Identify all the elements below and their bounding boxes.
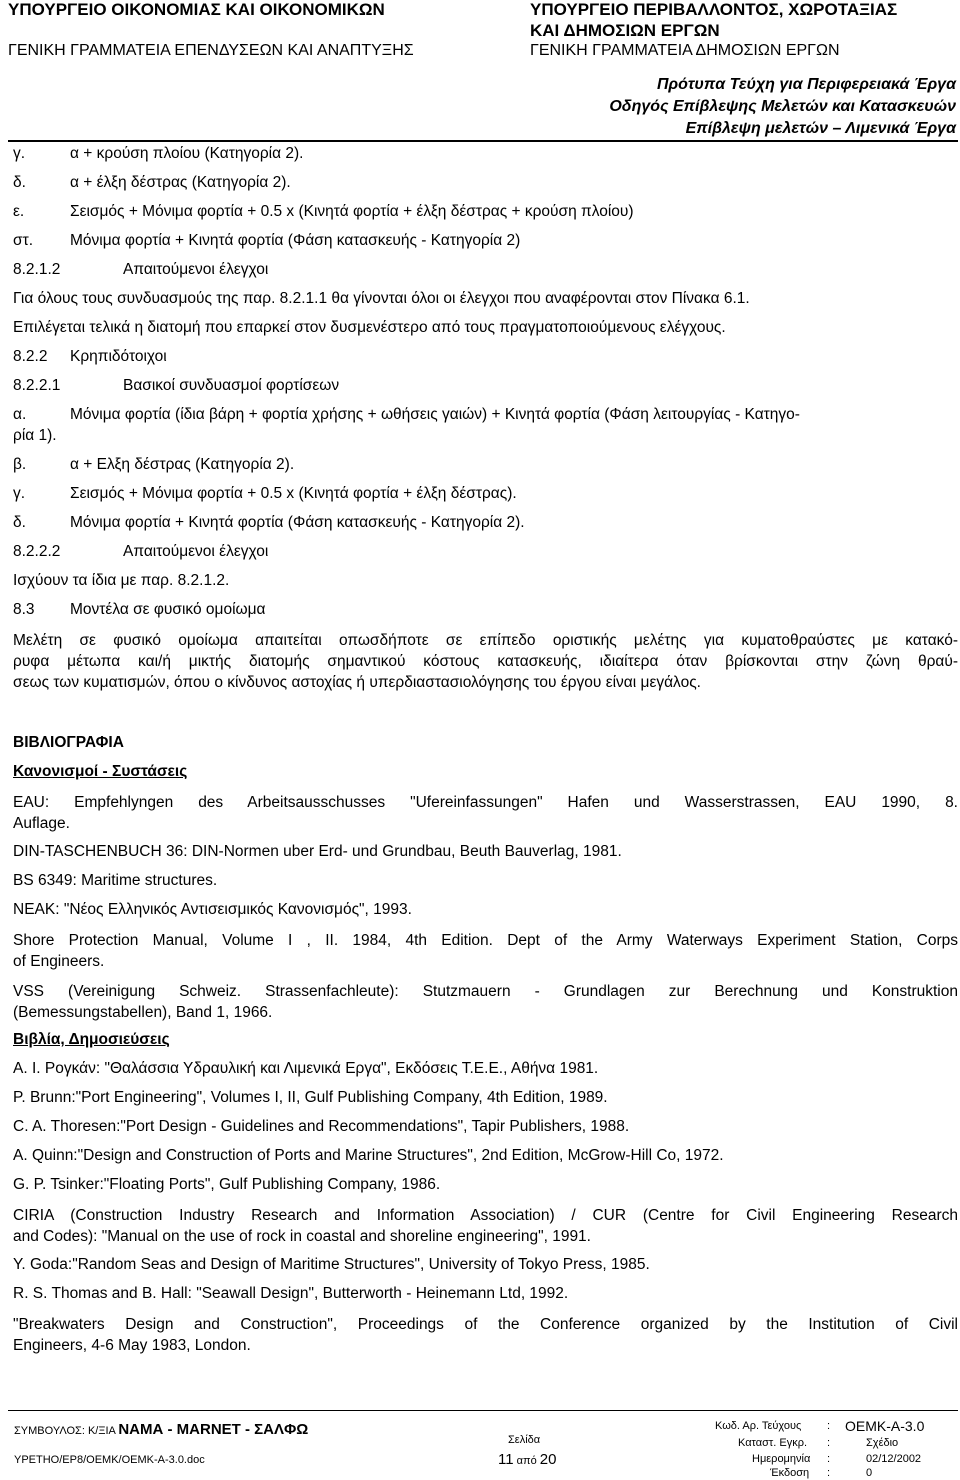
reference-line: of Engineers. <box>13 953 105 970</box>
book-author: P. Brunn: <box>13 1089 76 1106</box>
status-value: Σχέδιο <box>866 1437 899 1449</box>
code-value: ΟΕΜΚ-Α-3.0 <box>845 1418 925 1434</box>
section-heading <box>13 377 339 395</box>
date-label: Ημερομηνία <box>752 1453 811 1465</box>
book-author: Y. Goda: <box>13 1256 73 1273</box>
footer-filename: ΥΡΕΤΗΟ/ΕΡ8/ΟΕΜΚ/ΟΕΜΚ-Α-3.0.doc <box>14 1454 205 1466</box>
reference-line: and Codes): "Manual on the use of rock in coastal and shoreline engineering", 1991. <box>13 1228 591 1245</box>
header-secretariat-left: ΓΕΝΙΚΗ ΓΡΑΜΜΑΤΕΙΑ ΕΠΕΝΔΥΣΕΩΝ ΚΑΙ ΑΝΑΠΤΥΞΗΣ <box>8 42 414 59</box>
paragraph-line: Επιλέγεται τελικά η διατομή που επαρκεί στον δυσμενέστερο από τους πραγματοποιούμενους ελέγχους. <box>13 319 726 336</box>
section-title: Απαιτούμενοι έλεγχοι <box>123 261 269 278</box>
reference-line: "Breakwaters Design and Construction", Proceedings of the Conference organized by the Institution of Civil <box>13 1316 958 1333</box>
footer-page-number <box>498 1451 556 1468</box>
regulations-heading: Κανονισμοί - Συστάσεις <box>13 763 188 780</box>
item-text: Σεισμός + Μόνιμα φορτία + 0.5 x (Κινητά φορτία + έλξη δέστρας). <box>70 485 517 502</box>
book-title: "Port Engineering", Volumes I, II, Gulf Publishing Company, 4th Edition, 1989. <box>75 1089 608 1106</box>
section-heading <box>13 601 266 619</box>
list-item <box>13 203 634 221</box>
header-ministry-right-1: ΥΠΟΥΡΓΕΙΟ ΠΕΡΙΒΑΛΛΟΝΤΟΣ, ΧΩΡΟΤΑΞΙΑΣ <box>530 0 898 19</box>
list-item-continuation: ρία 1). <box>13 427 57 444</box>
list-item <box>13 232 520 250</box>
book-item <box>13 1256 650 1274</box>
paragraph-line: Μελέτη σε φυσικό ομοίωμα απαιτείται οπωσδήποτε σε επίπεδο οριστικής μελέτης για κυματοθραύστες με κατακό- <box>13 632 958 649</box>
header-doc-title-3: Επίβλεψη μελετών – Λιμενικά Έργα <box>685 120 956 137</box>
item-label: ε. <box>13 203 25 220</box>
item-label: α. <box>13 406 27 423</box>
books-heading: Βιβλία, Δημοσιεύσεις <box>13 1031 170 1048</box>
page-of: από <box>516 1455 537 1467</box>
section-number: 8.2.2 <box>13 348 48 365</box>
reference-line: Engineers, 4-6 May 1983, London. <box>13 1337 251 1354</box>
reference-line: (Bemessungstabellen), Band 1, 1966. <box>13 1004 273 1021</box>
book-item: Α. Ι. Ρογκάν: "Θαλάσσια Υδραυλική και Λιμενικά Εργα", Εκδόσεις Τ.Ε.Ε., Αθήνα 1981. <box>13 1060 599 1077</box>
header-doc-title-2: Οδηγός Επίβλεψης Μελετών και Κατασκευών <box>609 98 956 115</box>
reference-item: DIN-TASCHENBUCH 36: DIN-Normen uber Erd- und Grundbau, Beuth Bauverlag, 1981. <box>13 843 622 860</box>
reference-line: VSS (Vereinigung Schweiz. Strassenfachleute): Stutzmauern - Grundlagen zur Berechnung und Konstruktion <box>13 983 958 1000</box>
status-label: Καταστ. Εγκρ. <box>738 1437 808 1449</box>
book-title: "Random Seas and Design of Maritime Structures", University of Tokyo Press, 1985. <box>72 1256 650 1273</box>
book-item <box>13 1176 440 1194</box>
reference-item <box>13 981 958 1023</box>
date-value: 02/12/2002 <box>866 1453 922 1465</box>
item-text: α + Ελξη δέστρας (Κατηγορία 2). <box>70 456 295 473</box>
header-rule <box>8 140 958 142</box>
footer-consultant <box>14 1421 308 1438</box>
section-title: Απαιτούμενοι έλεγχοι <box>123 543 269 560</box>
paragraph-line: σεως των κυματισμών, όπου ο κίνδυνος αστοχίας ή υπερδιαστασιολόγησης του έργου είναι μεγάλος. <box>13 674 701 691</box>
book-author: C. A. Thoresen: <box>13 1118 121 1135</box>
list-item <box>13 514 525 532</box>
item-label: δ. <box>13 514 26 531</box>
bibliography-title: ΒΙΒΛΙΟΓΡΑΦΙΑ <box>13 734 124 751</box>
section-heading <box>13 348 167 366</box>
section-number: 8.2.1.2 <box>13 261 61 278</box>
item-label: β. <box>13 456 27 473</box>
section-number: 8.2.2.1 <box>13 377 61 394</box>
paragraph-line: Για όλους τους συνδυασμούς της παρ. 8.2.1.1 θα γίνονται όλοι οι έλεγχοι που αναφέρονται στον Πίνακα 6.1. <box>13 290 750 307</box>
paragraph <box>13 630 958 693</box>
reference-line: Auflage. <box>13 815 70 832</box>
section-number: 8.2.2.2 <box>13 543 61 560</box>
date-colon: : <box>827 1453 831 1465</box>
paragraph-line: Ισχύουν τα ίδια με παρ. 8.2.1.2. <box>13 572 230 589</box>
reference-item <box>13 930 958 972</box>
consultant-label: ΣΥΜΒΟΥΛΟΣ: Κ/ΞΙΑ <box>14 1425 116 1437</box>
reference-line: EAU: Empfehlyngen des Arbeitsausschusses "Ufereinfassungen" Hafen und Wasserstrassen, EAU 1990, 8. <box>13 794 958 811</box>
footer-page-label: Σελίδα <box>508 1434 541 1446</box>
book-author: A. Quinn: <box>13 1147 78 1164</box>
reference-line: CIRIA (Construction Industry Research and Information Association) / CUR (Centre for Civil Engineering Research <box>13 1207 958 1224</box>
item-text: Μόνιμα φορτία + Κινητά φορτία (Φάση κατασκευής - Κατηγορία 2). <box>70 514 525 531</box>
section-title: Βασικοί συνδυασμοί φορτίσεων <box>123 377 340 394</box>
section-heading <box>13 261 268 279</box>
section-number: 8.3 <box>13 601 35 618</box>
item-text: α + κρούση πλοίου (Κατηγορία 2). <box>70 145 304 162</box>
book-title: "Port Design - Guidelines and Recommendations", Tapir Publishers, 1988. <box>120 1118 630 1135</box>
header-secretariat-right: ΓΕΝΙΚΗ ΓΡΑΜΜΑΤΕΙΑ ΔΗΜΟΣΙΩΝ ΕΡΓΩΝ <box>530 42 840 59</box>
edition-label: Έκδοση <box>770 1467 810 1479</box>
item-label: στ. <box>13 232 33 249</box>
list-item <box>13 456 294 474</box>
header-ministry-right-2: ΚΑΙ ΔΗΜΟΣΙΩΝ ΕΡΓΩΝ <box>530 21 720 40</box>
reference-line: Shore Protection Manual, Volume I , II. 1984, 4th Edition. Dept of the Army Waterways Experiment Station, Corps <box>13 932 958 949</box>
list-item <box>13 485 517 503</box>
item-text: Μόνιμα φορτία + Κινητά φορτία (Φάση κατασκευής - Κατηγορία 2) <box>70 232 521 249</box>
consultant-name: ΝΑΜΑ - MARNET - ΣΑΛΦΩ <box>118 1421 309 1438</box>
code-colon: : <box>827 1420 831 1432</box>
edition-value: 0 <box>866 1467 873 1479</box>
header-ministry-left: ΥΠΟΥΡΓΕΙΟ ΟΙΚΟΝΟΜΙΑΣ ΚΑΙ ΟΙΚΟΝΟΜΙΚΩΝ <box>8 0 385 19</box>
page-current: 11 <box>498 1451 514 1468</box>
book-item <box>13 1118 629 1136</box>
book-title: "Design and Construction of Ports and Marine Structures", 2nd Edition, McGrow-Hill Co, 1972. <box>77 1147 724 1164</box>
reference-item <box>13 792 958 834</box>
status-colon: : <box>827 1437 831 1449</box>
list-item <box>13 174 291 192</box>
list-item <box>13 145 303 163</box>
section-title: Μοντέλα σε φυσικό ομοίωμα <box>70 601 266 618</box>
paragraph-line: ρυφα μέτωπα και/ή μικτής διατομής σημαντικού κόστους κατασκευής, ιδιαίτερα όταν βρίσκονται στην ζώνη θραύ- <box>13 653 958 670</box>
book-item <box>13 1205 958 1247</box>
page-total: 20 <box>539 1451 557 1468</box>
reference-item: ΝΕΑΚ: "Νέος Ελληνικός Αντισεισμικός Κανονισμός", 1993. <box>13 901 412 918</box>
item-text: Σεισμός + Μόνιμα φορτία + 0.5 x (Κινητά φορτία + έλξη δέστρας + κρούση πλοίου) <box>70 203 634 220</box>
item-text: Μόνιμα φορτία (ίδια βάρη + φορτία χρήσης + ωθήσεις γαιών) + Κινητά φορτία (Φάση λειτουργίας - Κατηγο- <box>70 406 800 423</box>
book-item <box>13 1089 608 1107</box>
item-text: α + έλξη δέστρας (Κατηγορία 2). <box>70 174 291 191</box>
item-label: γ. <box>13 145 26 162</box>
list-item <box>13 406 800 424</box>
reference-item: BS 6349: Maritime structures. <box>13 872 218 889</box>
book-author: G. P. Tsinker: <box>13 1176 104 1193</box>
section-title: Κρηπιδότοιχοι <box>70 348 167 365</box>
section-heading <box>13 543 268 561</box>
book-item <box>13 1147 724 1165</box>
code-label: Κωδ. Αρ. Τεύχους <box>715 1420 802 1432</box>
book-item: R. S. Thomas and B. Hall: "Seawall Design", Butterworth - Heinemann Ltd, 1992. <box>13 1285 569 1302</box>
book-title: "Floating Ports", Gulf Publishing Company, 1986. <box>103 1176 441 1193</box>
footer-rule <box>8 1410 958 1411</box>
header-doc-title-1: Πρότυπα Τεύχη για Περιφερειακά Έργα <box>656 76 956 93</box>
edition-colon: : <box>827 1467 831 1479</box>
item-label: γ. <box>13 485 26 502</box>
item-label: δ. <box>13 174 26 191</box>
book-item <box>13 1314 958 1356</box>
